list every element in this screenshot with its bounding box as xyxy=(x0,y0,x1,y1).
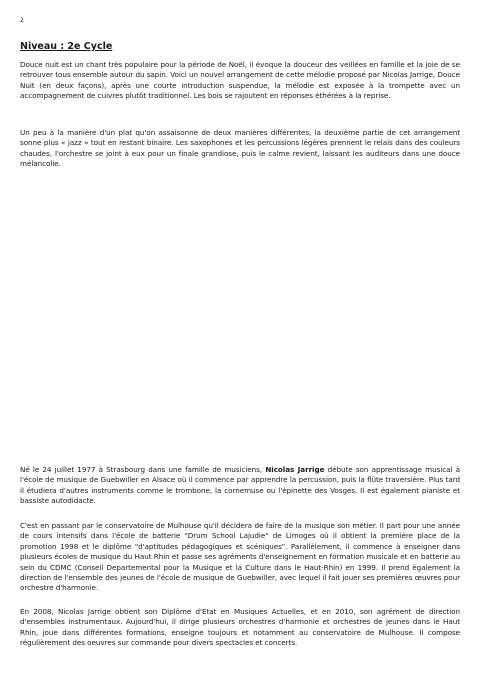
level-heading: Niveau : 2e Cycle xyxy=(20,41,113,52)
biography-intro-continuation: débute son apprentissage musical à l'école de musique de Guebwiller en Alsace où il commence par apprendre la percussion, puis la flûte traversière. Plus tard il étudiera d'autres instruments comme le trombone, la cornemuse ou l'épinette des Vosges. Il est également pianiste et bassiste autodidacte. xyxy=(20,465,460,506)
description-paragraph-1: Douce nuit est un chant très populaire pour la période de Noël, il évoque la douceur des veillées en famille et la joie de se retrouver tous ensemble autour du sapin. Voici un nouvel arrangement de cette mélodie proposé par Nicolas Jarrige, Douce Nuit (en deux façons), après une courte introduction suspendue, la mélodie est exposée à la trompette avec un accompagnement de cuivres plutôt traditionnel. Les bois se rajoutent en réponses éthérées à la reprise. xyxy=(20,60,460,101)
description-paragraph-2: Un peu à la manière d'un plat qu'on assaisonne de deux manières différentes, la deuxième partie de cet arrangement sonne plus « jazz » tout en restant binaire. Les saxophones et les percussions légères prennent le relais dans des couleurs chaudes, l'orchestre se joint à eux pour un finale grandiose, puis le calme revient, laissant les auditeurs dans une douce mélancolie. xyxy=(20,128,460,169)
biography-paragraph-3: En 2008, Nicolas Jarrige obtient son Diplôme d'Etat en Musiques Actuelles, et en 2010, son agrément de direction d'ensembles instrumentaux. Aujourd'hui, il dirige plusieurs orchestres d'harmonie et orchestres de jeunes dans le Haut Rhin, joue dans différentes formations, enseigne toujours et notamment au conservatoire de Mulhouse. Il compose régulièrement des oeuvres sur commande pour divers spectacles et concerts. xyxy=(20,607,460,648)
page-number: 2 xyxy=(20,17,24,24)
biography-paragraph-2: C'est en passant par le conservatoire de Mulhouse qu'il décidera de faire de la musique son métier. Il part pour une année de cours intensifs dans l'école de batterie "Drum School Lajudie" de Limoges où il obtient la première place de la promotion 1998 et le diplôme "d'aptitudes pédagogiques et scéniques". Parallèlement, il commence à enseigner dans plusieurs écoles de musique du Haut Rhin et passe ses agréments d'enseignement en formation musicale et en batterie au sein du CDMC (Conseil Departemental pour la Musique et la Culture dans le Haut-Rhin) en 1999. Il prend également la direction de l'ensemble des jeunes de l'école de musique de Guebwiller, avec lequel il fait jouer ses premières œuvres pour orchestre d'harmonie. xyxy=(20,521,460,593)
biography-paragraph-1 xyxy=(20,465,460,507)
biography-intro-text: Né le 24 juillet 1977 à Strasbourg dans une famille de musiciens, xyxy=(20,465,266,474)
composer-name: Nicolas Jarrige xyxy=(265,465,325,474)
